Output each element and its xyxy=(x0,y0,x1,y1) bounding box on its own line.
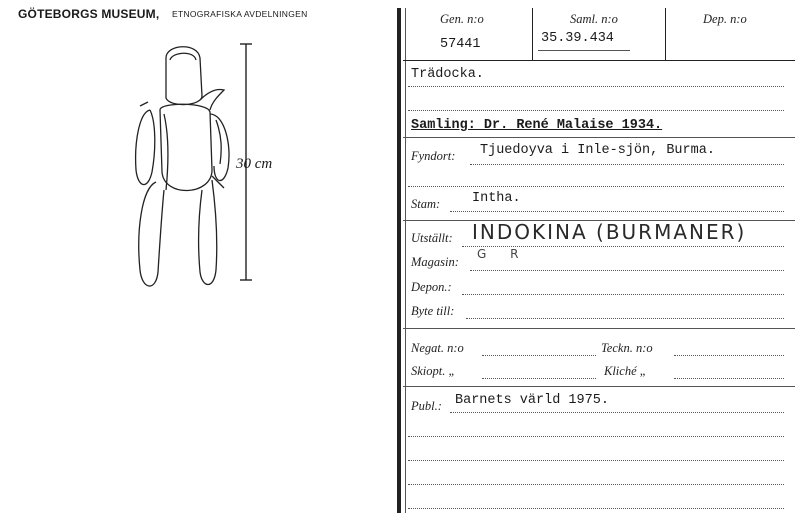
stam-line xyxy=(450,211,784,212)
fyndort-line xyxy=(470,164,784,165)
depon-label: Depon.: xyxy=(411,280,452,294)
publ-line xyxy=(450,412,784,413)
saml-no-value: 35.39.434 xyxy=(541,31,614,46)
card-left-border xyxy=(397,8,401,513)
card-left-border-inner xyxy=(405,8,406,513)
gen-no-value: 57441 xyxy=(440,37,481,52)
saml-no-underline xyxy=(538,50,630,51)
fyndort-value: Tjuedoyva i Inle-sjön, Burma. xyxy=(480,143,715,158)
negat-line xyxy=(482,355,596,356)
saml-no-label: Saml. n:o xyxy=(570,12,618,26)
byte-section-line xyxy=(403,328,795,329)
magasin-label: Magasin: xyxy=(411,255,459,269)
depon-line xyxy=(462,294,784,295)
publ-label: Publ.: xyxy=(411,399,442,413)
blank-line-2 xyxy=(408,186,784,187)
skiopt-line xyxy=(482,378,596,379)
gen-no-label: Gen. n:o xyxy=(440,12,484,26)
header-row-line xyxy=(403,60,795,61)
object-title: Trädocka. xyxy=(411,67,484,82)
negat-label: Negat. n:o xyxy=(411,341,464,355)
blank-line-5 xyxy=(408,484,784,485)
publ-value: Barnets värld 1975. xyxy=(455,393,609,408)
museum-name: GÖTEBORGS MUSEUM, xyxy=(18,7,160,21)
blank-line-4 xyxy=(408,460,784,461)
fyndort-label: Fyndort: xyxy=(411,149,456,163)
doll-drawing xyxy=(120,40,300,300)
magasin-line xyxy=(470,270,784,271)
stam-value: Intha. xyxy=(472,191,521,206)
stam-label: Stam: xyxy=(411,197,441,211)
magasin-value: G R xyxy=(477,247,529,261)
department-name: ETNOGRAFISKA AVDELNINGEN xyxy=(172,9,308,19)
utstallt-label: Utställt: xyxy=(411,231,453,245)
blank-line-1 xyxy=(408,110,784,111)
column-divider-1 xyxy=(532,8,533,60)
utstallt-value: INDOKINA (BURMANER) xyxy=(472,220,747,244)
byte-line xyxy=(466,318,784,319)
skiopt-label: Skiopt. „ xyxy=(411,364,456,378)
height-label: 30 cm xyxy=(236,156,273,172)
byte-label: Byte till: xyxy=(411,304,455,318)
collection-text: Samling: Dr. René Malaise 1934. xyxy=(411,118,663,133)
column-divider-2 xyxy=(665,8,666,60)
blank-line-3 xyxy=(408,436,784,437)
kliche-label: Kliché „ xyxy=(604,364,647,378)
collection-line xyxy=(403,137,795,138)
kliche-section-line xyxy=(403,386,795,387)
teckn-line xyxy=(674,355,784,356)
kliche-line xyxy=(674,378,784,379)
title-line xyxy=(408,86,784,87)
teckn-label: Teckn. n:o xyxy=(601,341,653,355)
blank-line-6 xyxy=(408,508,784,509)
dep-no-label: Dep. n:o xyxy=(703,12,747,26)
